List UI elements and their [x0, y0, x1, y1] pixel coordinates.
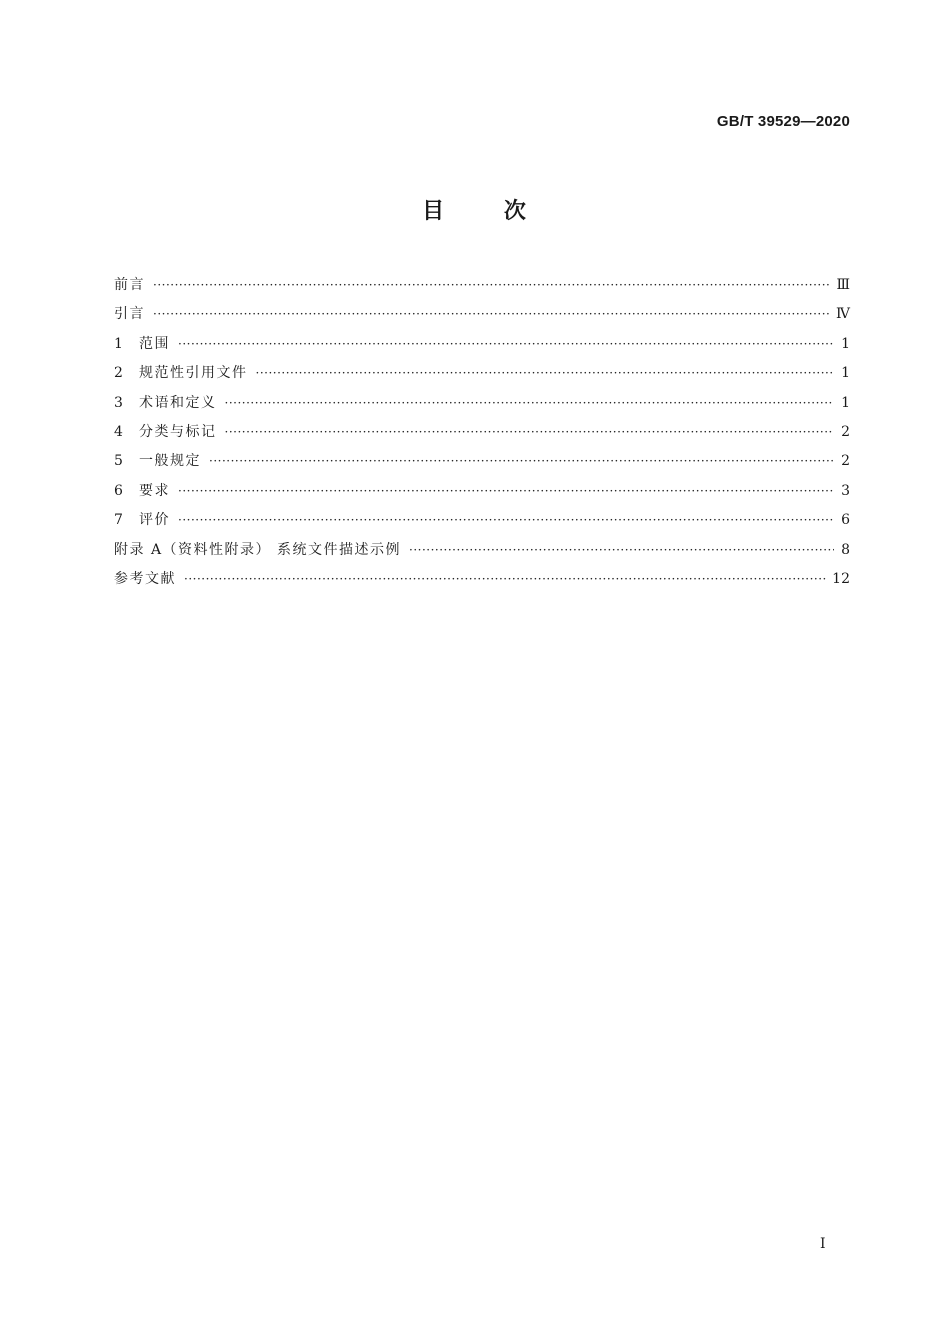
dot-leader: [153, 300, 830, 329]
dot-leader: [225, 389, 835, 418]
toc-item-page: 8: [841, 541, 850, 558]
dot-leader: [256, 359, 835, 388]
toc-item-page: 3: [841, 482, 850, 499]
toc-item-label: 范围: [139, 335, 170, 352]
toc-item-page: 12: [832, 570, 850, 587]
dot-leader: [409, 536, 834, 565]
toc-item-classification[interactable]: [114, 418, 850, 447]
toc-item-page: 1: [841, 365, 850, 382]
dot-leader: [178, 330, 834, 359]
toc-item-page: 6: [841, 512, 850, 529]
dot-leader: [178, 477, 834, 506]
toc-item-introduction[interactable]: [114, 300, 850, 329]
toc-item-requirements[interactable]: [114, 477, 850, 506]
toc-item-page: 2: [841, 453, 850, 470]
toc-item-label: 引言: [114, 306, 145, 323]
dot-leader: [153, 271, 830, 300]
toc-item-number: 6: [114, 482, 123, 499]
table-of-contents: [114, 271, 850, 594]
toc-item-number: 3: [114, 394, 123, 411]
toc-item-label: 前言: [114, 277, 145, 293]
toc-item-evaluation[interactable]: [114, 506, 850, 535]
toc-item-page: 1: [841, 394, 850, 411]
toc-item-number: 1: [114, 335, 123, 352]
toc-item-label: 分类与标记: [139, 423, 217, 440]
toc-item-label: 评价: [139, 512, 170, 529]
dot-leader: [225, 418, 835, 447]
toc-item-label: 术语和定义: [139, 394, 217, 411]
toc-item-page: Ⅲ: [836, 277, 850, 293]
toc-item-page: 1: [841, 335, 850, 352]
toc-item-normative-references[interactable]: [114, 359, 850, 388]
toc-item-number: 4: [114, 423, 123, 440]
toc-item-label: 要求: [139, 482, 170, 499]
toc-item-label: 一般规定: [139, 453, 201, 470]
toc-item-label: 附录 A（资料性附录） 系统文件描述示例: [114, 541, 402, 558]
toc-item-number: 2: [114, 365, 123, 382]
toc-item-bibliography[interactable]: [114, 565, 850, 594]
toc-item-label: 规范性引用文件: [139, 365, 248, 382]
toc-item-general-provisions[interactable]: [114, 447, 850, 476]
toc-item-appendix-a[interactable]: [114, 536, 850, 565]
toc-item-page: Ⅳ: [836, 306, 850, 323]
toc-item-scope[interactable]: [114, 330, 850, 359]
toc-item-terms-definitions[interactable]: [114, 389, 850, 418]
page-number: I: [820, 1236, 826, 1252]
standard-number: GB/T 39529—2020: [716, 113, 850, 130]
dot-leader: [184, 565, 826, 594]
toc-title: 目 次: [422, 199, 528, 224]
dot-leader: [178, 506, 834, 535]
toc-item-number: 5: [114, 453, 123, 470]
dot-leader: [209, 447, 834, 476]
toc-item-page: 2: [841, 423, 850, 440]
toc-item-label: 参考文献: [114, 570, 176, 587]
toc-item-number: 7: [114, 512, 123, 529]
toc-item-preface[interactable]: [114, 271, 850, 300]
